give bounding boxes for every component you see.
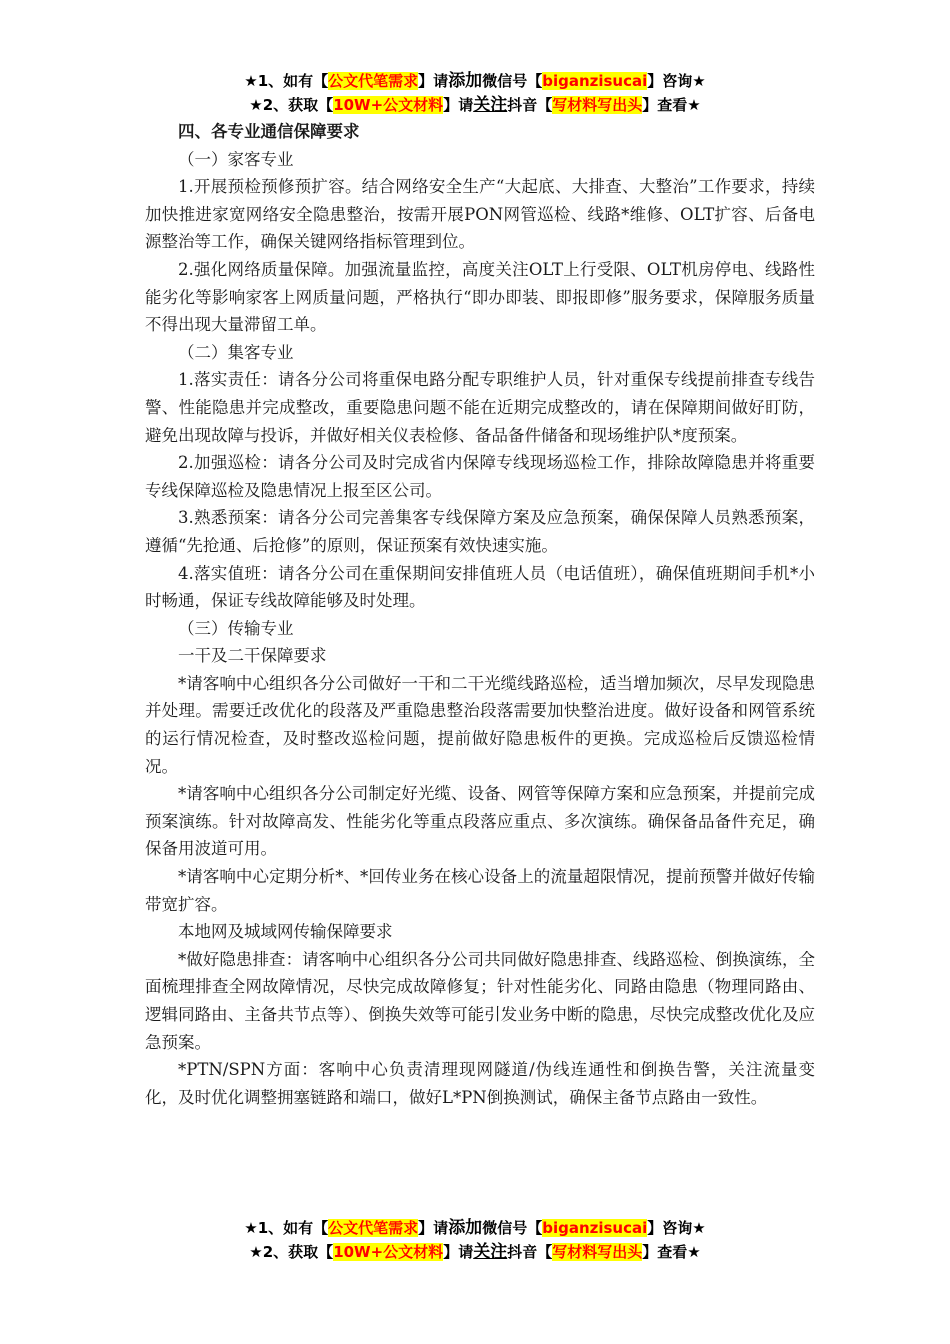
promo-highlight: 写材料写出头 (552, 1243, 643, 1261)
paragraph: 2.加强巡检：请各分公司及时完成省内保障专线现场巡检工作，排除故障隐患并将重要专线保障巡检及隐患情况上报至区公司。 (145, 453, 815, 500)
paragraph: 1.落实责任：请各分公司将重保电路分配专职维护人员，针对重保专线提前排查专线告警、性能隐患并完成整改，重要隐患问题不能在近期完成整改的，请在保障期间做好盯防，避免出现故障与投诉，并做好相关仪表检修、备品备件储备和现场维护队*度预案。 (145, 370, 815, 445)
paragraph: 3.熟悉预案：请各分公司完善集客专线保障方案及应急预案，确保保障人员熟悉预案，遵循“先抢通、后抢修”的原则，保证预案有效快速实施。 (145, 508, 815, 555)
promo-text: 】请 (418, 1219, 449, 1237)
promo-banner-line-2 (0, 1241, 950, 1263)
promo-text: 】咨询★ (647, 1219, 706, 1237)
promo-emphasis: 添加 (448, 1218, 483, 1238)
sub-heading: 一干及二干保障要求 (178, 646, 327, 666)
promo-emphasis: 添加 (448, 71, 483, 91)
paragraph: *做好隐患排查：请客响中心组织各分公司共同做好隐患排查、线路巡检、倒换演练，全面梳理排查全网故障情况，尽快完成故障修复；针对性能劣化、同路由隐患（物理同路由、逻辑同路由、主备共节点等）、倒换失效等可能引发业务中断的隐患，尽快完成整改优化及应急预案。 (145, 949, 815, 1052)
promo-text: ★2、获取【 (249, 1243, 334, 1261)
promo-emphasis: 关注 (473, 95, 508, 115)
promo-text: ★1、如有【 (244, 1219, 329, 1237)
promo-highlight: 写材料写出头 (552, 96, 643, 114)
subsection-title: （一）家客专业 (178, 149, 294, 169)
promo-text: 】请 (418, 72, 449, 90)
promo-highlight: 10W+公文材料 (333, 1243, 444, 1261)
paragraph: 2.强化网络质量保障。加强流量监控，高度关注OLT上行受限、OLT机房停电、线路性能劣化等影响家客上网质量问题，严格执行“即办即装、即报即修”服务要求，保障服务质量不得出现大量滞留工单。 (145, 259, 815, 335)
sub-heading: 本地网及城域网传输保障要求 (178, 922, 393, 942)
document-body (145, 118, 815, 1111)
promo-highlight: biganzisucai (542, 1219, 648, 1237)
promo-text: 】查看★ (642, 96, 701, 114)
promo-banner-line-1 (0, 1217, 950, 1239)
paragraph: *PTN/SPN方面：客响中心负责清理现网隧道/伪线连通性和倒换告警，关注流量变化，及时优化调整拥塞链路和端口，做好L*PN倒换测试，确保主备节点路由一致性。 (145, 1060, 815, 1107)
promo-text: 】查看★ (642, 1243, 701, 1261)
promo-text: 】请 (443, 1243, 474, 1261)
promo-highlight: 公文代笔需求 (328, 72, 419, 90)
paragraph: *请客响中心组织各分公司制定好光缆、设备、网管等保障方案和应急预案，并提前完成预案演练。针对故障高发、性能劣化等重点段落应重点、多次演练。确保备品备件充足，确保备用波道可用。 (145, 784, 815, 859)
promo-text: 】咨询★ (647, 72, 706, 90)
promo-text: ★1、如有【 (244, 72, 329, 90)
promo-emphasis: 关注 (473, 1242, 508, 1262)
promo-text: 微信号【 (482, 72, 543, 90)
promo-highlight: biganzisucai (542, 72, 648, 90)
subsection-title: （三）传输专业 (178, 618, 294, 638)
promo-banner-line-1 (0, 70, 950, 92)
paragraph: *请客响中心组织各分公司做好一干和二干光缆线路巡检，适当增加频次，尽早发现隐患并处理。需要迁改优化的段落及严重隐患整治段落需要加快整治进度。做好设备和网管系统的运行情况检查，及时整改巡检问题，提前做好隐患板件的更换。完成巡检后反馈巡检情况。 (145, 673, 815, 776)
section-heading: 四、各专业通信保障要求 (178, 122, 360, 141)
paragraph: *请客响中心定期分析*、*回传业务在核心设备上的流量超限情况，提前预警并做好传输带宽扩容。 (145, 867, 815, 914)
promo-banner-line-2 (0, 94, 950, 116)
promo-text: 】请 (443, 96, 474, 114)
subsection-title: （二）集客专业 (178, 342, 294, 362)
promo-text: 微信号【 (482, 1219, 543, 1237)
promo-highlight: 公文代笔需求 (328, 1219, 419, 1237)
promo-text: 抖音【 (507, 1243, 553, 1261)
promo-highlight: 10W+公文材料 (333, 96, 444, 114)
paragraph: 1.开展预检预修预扩容。结合网络安全生产“大起底、大排查、大整治”工作要求，持续加快推进家宽网络安全隐患整治，按需开展PON网管巡检、线路*维修、OLT扩容、后备电源整治等工作，确保关键网络指标管理到位。 (145, 177, 815, 252)
promo-text: ★2、获取【 (249, 96, 334, 114)
paragraph: 4.落实值班：请各分公司在重保期间安排值班人员（电话值班），确保值班期间手机*小时畅通，保证专线故障能够及时处理。 (145, 563, 815, 611)
promo-text: 抖音【 (507, 96, 553, 114)
